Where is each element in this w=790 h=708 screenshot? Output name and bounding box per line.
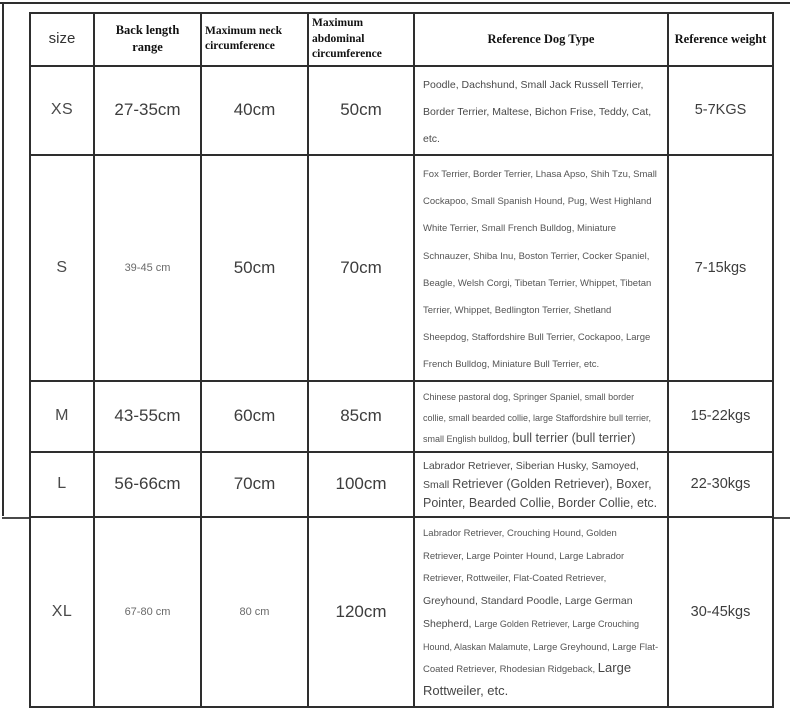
- dog-type-text: Large Rottweiler, etc.: [423, 660, 632, 698]
- dog-type-text: Greyhound, Standard Poodle, Large German Shepherd,: [423, 595, 633, 630]
- dog-type-cell: [414, 381, 668, 452]
- size-cell: L: [30, 452, 94, 517]
- weight-cell: 15-22kgs: [668, 381, 773, 452]
- back-length-cell: 39-45 cm: [94, 155, 201, 381]
- column-header-3: Maximum abdominal circumference: [308, 13, 414, 66]
- column-header-5: Reference weight: [668, 13, 773, 66]
- weight-cell: 7-15kgs: [668, 155, 773, 381]
- abdominal-circumference-cell: 100cm: [308, 452, 414, 517]
- size-chart-body: [30, 66, 773, 707]
- neck-circumference-cell: 70cm: [201, 452, 308, 517]
- dog-type-text: Large Greyhound, Large Flat-Coated Retriever, Rhodesian Ridgeback,: [423, 641, 659, 676]
- table-row: [30, 452, 773, 517]
- outer-frame-top-line: [0, 2, 790, 4]
- column-header-0: size: [30, 13, 94, 66]
- abdominal-circumference-cell: 120cm: [308, 517, 414, 707]
- weight-cell: 22-30kgs: [668, 452, 773, 517]
- abdominal-circumference-cell: 50cm: [308, 66, 414, 156]
- weight-cell: 5-7KGS: [668, 66, 773, 156]
- table-row: [30, 517, 773, 707]
- abdominal-circumference-cell: 70cm: [308, 155, 414, 381]
- neck-circumference-cell: 80 cm: [201, 517, 308, 707]
- dog-type-cell: [414, 155, 668, 381]
- size-chart-table: [29, 12, 774, 708]
- dog-type-text: Retriever (Golden Retriever), Boxer, Pointer, Bearded Collie, Border Collie, etc.: [423, 477, 658, 510]
- neck-circumference-cell: 40cm: [201, 66, 308, 156]
- column-header-1: Back length range: [94, 13, 201, 66]
- neck-circumference-cell: 50cm: [201, 155, 308, 381]
- dog-type-text: Chinese pastoral dog, Springer Spaniel, small border collie, small bearded collie, large Staffordshire bull terrier, small English bulldog,: [423, 391, 651, 444]
- table-row: [30, 66, 773, 156]
- column-header-2: Maximum neck circumference: [201, 13, 308, 66]
- header-row: [30, 13, 773, 66]
- size-cell: M: [30, 381, 94, 452]
- dog-type-text: Fox Terrier, Border Terrier, Lhasa Apso, Shih Tzu, Small Cockapoo, Small Spanish Hound, Pug, West Highland White Terrier, Small French Bulldog, Miniature Schnauzer, Shiba Inu, Boston Terrier, Cocker Spaniel, Beagle, Welsh Corgi, Tibetan Terrier, Whippet, Tibetan Terrier, Whippet, Bedlington Terrier, Shetland Sheepdog, Staffordshire Bull Terrier, Cockapoo, Large French Bulldog, Miniature Bull Terrier, etc.: [423, 169, 657, 371]
- column-header-4: Reference Dog Type: [414, 13, 668, 66]
- dog-type-text: Poodle, Dachshund, Small Jack Russell Terrier, Border Terrier, Maltese, Bichon Frise, Teddy, Cat, etc.: [423, 78, 652, 145]
- weight-cell: 30-45kgs: [668, 517, 773, 707]
- neck-circumference-cell: 60cm: [201, 381, 308, 452]
- dog-type-cell: [414, 517, 668, 707]
- dog-type-cell: [414, 66, 668, 156]
- table-row: [30, 155, 773, 381]
- back-length-cell: 43-55cm: [94, 381, 201, 452]
- dog-type-cell: [414, 452, 668, 517]
- size-cell: S: [30, 155, 94, 381]
- dog-type-text: Labrador Retriever, Siberian Husky, Samoyed, Small: [423, 460, 639, 491]
- abdominal-circumference-cell: 85cm: [308, 381, 414, 452]
- dog-type-text: Large Golden Retriever, Large Crouching Hound, Alaskan Malamute,: [423, 618, 639, 652]
- back-length-cell: 56-66cm: [94, 452, 201, 517]
- dog-type-text: Labrador Retriever, Crouching Hound, Golden Retriever, Large Pointer Hound, Large Labrador Retriever, Rottweiler, Flat-Coated Retriever,: [423, 527, 625, 585]
- back-length-cell: 27-35cm: [94, 66, 201, 156]
- outer-frame-left-line: [2, 2, 4, 516]
- back-length-cell: 67-80 cm: [94, 517, 201, 707]
- size-chart-header: [30, 13, 773, 66]
- dog-type-text: bull terrier (bull terrier): [512, 430, 636, 445]
- size-cell: XS: [30, 66, 94, 156]
- table-row: [30, 381, 773, 452]
- size-cell: XL: [30, 517, 94, 707]
